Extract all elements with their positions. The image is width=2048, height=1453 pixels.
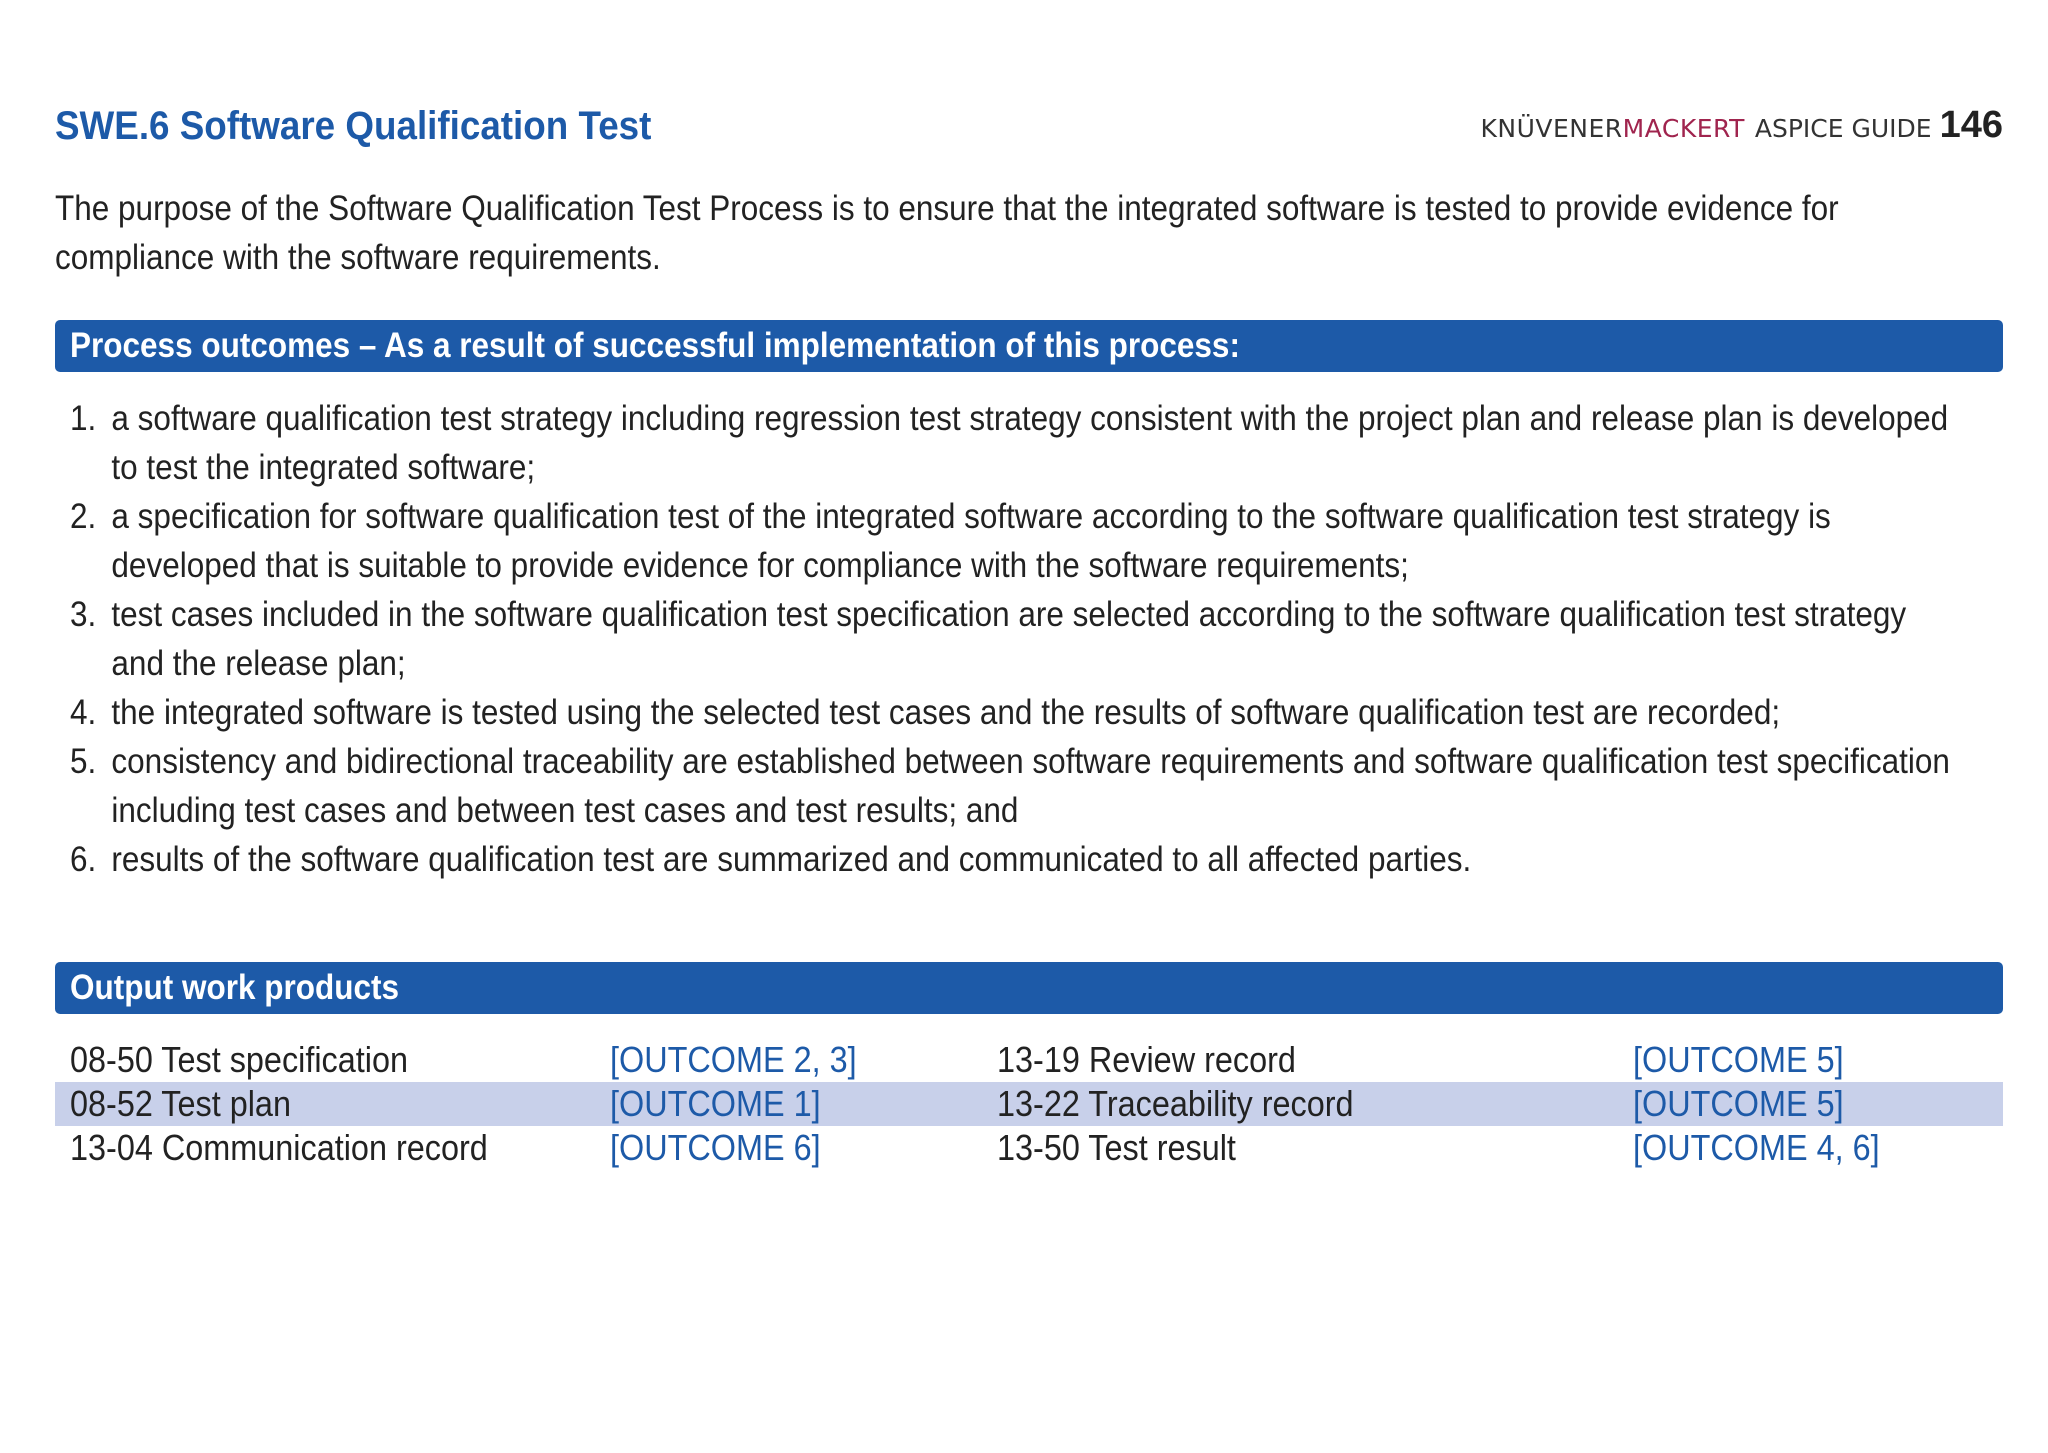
page-number: 146: [1939, 104, 2003, 146]
outcome-text: a specification for software qualification test of the integrated software according to the software qualification test strategy is developed that is suitable to provide evidence for compliance with the software requirements;: [111, 497, 1831, 585]
outcomes-heading-bar: [55, 320, 2003, 372]
outcome-item: [70, 737, 1960, 835]
outcome-number: 6.: [70, 840, 97, 879]
brand-header: [1481, 104, 2004, 147]
outcome-number: 3.: [70, 595, 97, 634]
outcome-reference: [OUTCOME 6]: [610, 1127, 821, 1168]
outcome-number: 4.: [70, 693, 97, 732]
outcome-item: [70, 688, 1960, 737]
brand-name-part2: MACKERT: [1622, 114, 1745, 143]
brand-name-part1: KNÜVENER: [1480, 114, 1623, 143]
outcome-reference: [OUTCOME 5]: [1633, 1039, 1844, 1080]
outcome-text: the integrated software is tested using the selected test cases and the results of software qualification test are recorded;: [111, 693, 1781, 732]
work-product-name: 13-04 Communication record: [70, 1127, 488, 1168]
work-product-name: 13-19 Review record: [997, 1039, 1296, 1080]
outcome-reference: [OUTCOME 4, 6]: [1633, 1127, 1880, 1168]
work-products-table: [55, 1038, 2003, 1170]
outcome-text: test cases included in the software qualification test specification are selected according to the software qualification test strategy and the release plan;: [111, 595, 1907, 683]
purpose-text: The purpose of the Software Qualification Test Process is to ensure that the integrated software is tested to provide evidence for compliance with the software requirements.: [55, 189, 1839, 277]
outcome-text: a software qualification test strategy including regression test strategy consistent with the project plan and release plan is developed to test the integrated software;: [111, 399, 1949, 487]
outcome-item: [70, 492, 1960, 590]
outcomes-list: [70, 394, 1960, 884]
work-product-name: 08-52 Test plan: [70, 1083, 291, 1124]
page-title: SWE.6 Software Qualification Test: [55, 104, 652, 148]
outcome-reference: [OUTCOME 2, 3]: [610, 1039, 857, 1080]
outcome-text: consistency and bidirectional traceability are established between software requirements and software qualification test specification including test cases and between test cases and test results; and: [111, 742, 1950, 830]
work-products-heading-bar: [55, 962, 2003, 1014]
outcome-number: 5.: [70, 742, 97, 781]
work-product-name: 13-50 Test result: [997, 1127, 1236, 1168]
outcome-text: results of the software qualification test are summarized and communicated to all affected parties.: [111, 840, 1472, 879]
outcome-item: [70, 835, 1960, 884]
outcomes-heading: Process outcomes – As a result of successful implementation of this process:: [70, 326, 1240, 365]
outcome-item: [70, 590, 1960, 688]
brand-suffix: ASPICE GUIDE: [1754, 114, 1932, 143]
outcome-reference: [OUTCOME 1]: [610, 1083, 821, 1124]
work-product-name: 13-22 Traceability record: [997, 1083, 1354, 1124]
outcome-reference: [OUTCOME 5]: [1633, 1083, 1844, 1124]
outcome-item: [70, 394, 1960, 492]
work-product-name: 08-50 Test specification: [70, 1039, 409, 1080]
outcome-number: 1.: [70, 399, 97, 438]
table-row: [55, 1126, 2003, 1170]
work-products-heading: Output work products: [70, 968, 399, 1007]
brand-logo: [1481, 114, 1745, 143]
outcome-number: 2.: [70, 497, 97, 536]
table-row: [55, 1082, 2003, 1126]
table-row: [55, 1038, 2003, 1082]
